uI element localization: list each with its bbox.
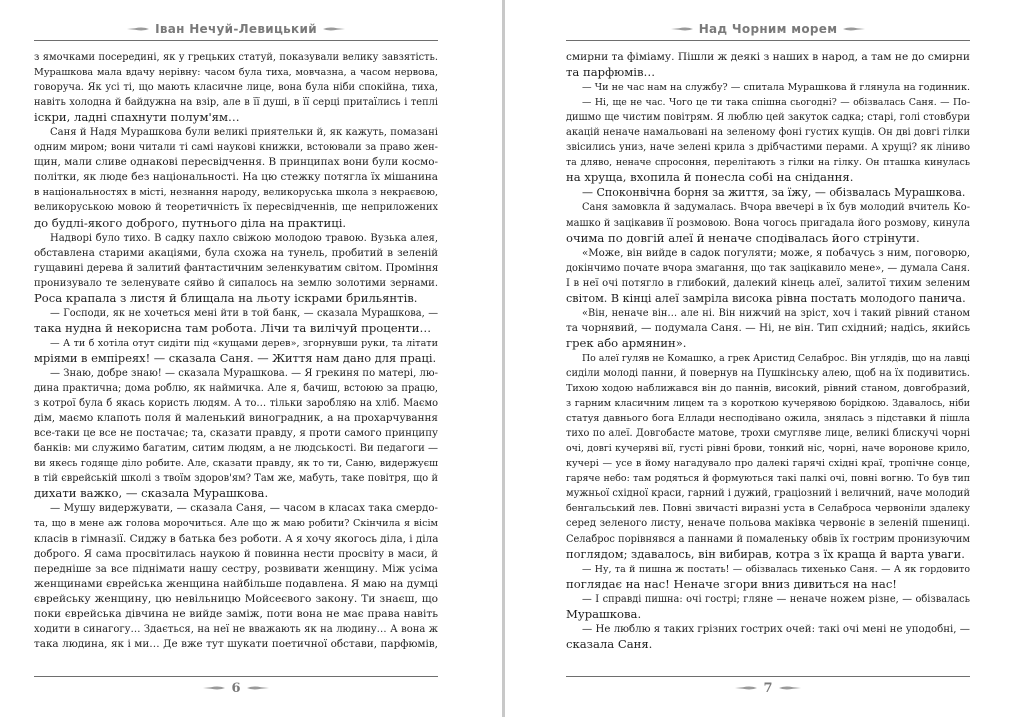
left-page <box>34 0 438 717</box>
text-line: обставлена старими акаціями, була схожа на тунель, пробитий в зеленій <box>34 247 438 259</box>
text-line: По алеї гуляв не Комашко, а грек Аристид Селаброс. Він углядів, що на лавці <box>582 352 970 364</box>
text-line: дишмо ще чистим повітрям. Я люблю цей закуток садка; старі, голі стовбури <box>566 112 970 124</box>
text-line: та дляво, неначе спросоння, перелітають з гілки на гілку. Он пташка кинулась <box>566 157 970 169</box>
text-line: Селаброс порівнявся а паннами й помаленьку обвів їх гострим пронизуючим <box>566 533 970 545</box>
footer-rule <box>566 676 970 677</box>
text-line: великоруською мовою й теоретичність їх пересвідченнів, ще неприложених <box>34 202 438 214</box>
text-line: сказала Саня. <box>566 636 653 651</box>
text-line: женщинами єврейська женщина найбільше подавлена. Я маю на думці <box>34 577 438 590</box>
page-number-right <box>566 680 970 698</box>
body-text <box>34 50 438 652</box>
text-line: навіть холодна й байдужна на взір, але в її душі, в її серці притаїлись і теплі <box>34 97 438 109</box>
text-line: щин, мали сливе однакові пересвідчення. В принципах вони були космо- <box>34 156 438 169</box>
text-line: ходити в синагогу… Здається, на неї не вважають як на людину… А вона ж <box>34 623 438 635</box>
header-rule <box>566 40 970 41</box>
text-line: статуя давнього бога Еллади несподівано ожила, знялась з підставки й пішла <box>566 413 970 425</box>
text-line: — А ти б хотіла отут сидіти під «кущами дерев», згорнувши руки, та літати <box>50 337 438 349</box>
text-line: світом. В кінці алеї замріла висока рівна постать молодого панича. <box>566 291 966 305</box>
text-line: машко й зацікавив її розмовою. Вона чогось пригадала його розмову, кинула <box>566 217 970 229</box>
text-line: гаряче небо: там родяться й формуються такі палкі очі, повні вогню. То був тип <box>566 473 970 485</box>
text-line: очима по довгій алеї й неначе сподівалась його стрінути. <box>566 230 920 245</box>
text-line: банків: ми служимо багатим, ситим людям, а не людськості. Ви педагоги — <box>34 443 438 455</box>
text-line: єврейську женщину, цю невільницю Мойсеєвого закону. Ти знаєш, що <box>34 592 438 605</box>
text-line: — І справді пишна: очі гострі; гляне — неначе ножем різне, — обізвалась <box>582 593 970 605</box>
text-line: Саня й Надя Мурашкова були великі приятельки й, як кажуть, помазані <box>50 127 438 139</box>
text-line: та чорнявий, — подумала Саня. — Ні, не він. Тип східний; надісь, якийсь <box>566 321 970 334</box>
text-line: така людина, як і ми… Де вже тут шукати поетичної обстави, парфюмів, <box>34 637 438 650</box>
text-line: тихо по алеї. Довгобасте матове, трохи смугляве лице, великі блискучі чорні <box>566 428 970 440</box>
text-line: гущавині дерева й залитий фантастичним зеленкуватим світом. Проміння <box>34 262 438 274</box>
text-line: говоруча. Як усі ті, що мають класичне лице, вона була ніби спокійна, тиха, <box>34 82 438 94</box>
text-line: дина практична; дома роблю, як наймичка. Але я, бачиш, встоюю за працю, <box>34 383 438 395</box>
feather-ornament-icon <box>735 685 757 691</box>
author-name: Іван Нечуй-Левицький <box>155 22 317 36</box>
page-number: 7 <box>763 681 773 696</box>
text-line: передніше за все піднімати нашу сестру, розвивати женщину. Між усіма <box>34 563 438 575</box>
feather-ornament-icon <box>779 685 801 691</box>
text-line: Саня замовкла й задумалась. Вчора ввечері в їх був молодий вчитель Ко- <box>582 202 970 214</box>
text-line: мріями в емпіреях! — сказала Саня. — Життя нам дано для праці. <box>34 350 437 365</box>
book-title: Над Чорним морем <box>698 22 838 36</box>
feather-ornament-icon <box>323 26 345 32</box>
text-line: така нудна й некорисна там робота. Лічи та вилічуй проценти… <box>34 320 432 335</box>
text-line: грек або армянин». <box>566 335 687 350</box>
header-rule <box>34 40 438 41</box>
text-line: в тій єврейській школі з твоїм здоров'ям? Там же, мабуть, таке повітря, що й <box>34 473 438 485</box>
text-line: Мурашкова. <box>566 606 642 621</box>
running-head-right <box>566 20 970 38</box>
text-line: на хруща, вхопила й понесла собі на снідання. <box>566 170 854 185</box>
text-line: сиділи молоді панни, й повернув на Пушкінську алею, щоб на їх подивитись. <box>566 367 970 379</box>
page-number-left <box>34 680 438 698</box>
text-line: — Споконвічна борня за життя, за їжу, — обізвалась Мурашкова. <box>582 186 966 200</box>
text-line: дихати важко, — сказала Мурашкова. <box>34 486 269 501</box>
text-line: — Знаю, добре знаю! — сказала Мурашкова. — Я грекиня по матері, лю- <box>50 367 438 379</box>
text-line: Тихою ходою наближався він до паннів, високий, рівний станом, довгобразий, <box>566 383 970 395</box>
text-line: Роса крапала з листя й блищала на льоту іскрами брильянтів. <box>34 290 418 305</box>
text-line: поглядом; здавалось, він вибирав, котра з їх краща й варта уваги. <box>566 546 965 561</box>
feather-ornament-icon <box>843 26 865 32</box>
text-line: до будлі-якого доброго, путнього діла на практиці. <box>34 215 347 230</box>
text-line: — Ні, ще не час. Чого це ти така спішна сьогодні? — обізвалась Саня. — По- <box>582 97 970 109</box>
text-line: дім, маємо клапоть поля й маленький виноградник, а на прохарчування <box>34 412 438 425</box>
feather-ornament-icon <box>247 685 269 691</box>
right-page <box>566 0 970 717</box>
text-line: мужньої східної краси, гарний і дужий, граціозний і величний, наче молодий <box>566 488 970 500</box>
text-line: одним миром; вони читали ті самі наукові книжки, встоювали за право жен- <box>34 142 438 154</box>
text-line: — Господи, як не хочеться мені йти в той банк, — сказала Мурашкова, — <box>50 307 438 319</box>
text-line: докінчимо почате вчора змагання, що так зацікавило мене», — думала Саня. <box>566 262 970 274</box>
text-line: поки єврейська дівчина не вийде заміж, поти вона не має права навіть <box>34 607 438 620</box>
text-line: акацій неначе намальовані на зеленому фоні густих кущів. Он дві довгі гілки <box>566 127 970 139</box>
text-line: з котрої була б якась користь людям. А то… тільки заробляю на хліб. Маємо <box>34 398 438 410</box>
text-line: звісились униз, наче зелені крила з дрібчастими перами. А хрущі? як ліниво <box>566 142 970 154</box>
text-line: — Не люблю я таких грізних гострих очей: такі очі мені не уподобні, — <box>582 623 970 635</box>
text-line: з гарним класичним лицем та з короткою кучерявою борідкою. Здавалось, ніби <box>566 398 970 410</box>
page-gutter <box>502 0 505 717</box>
text-line: «Він, неначе він… але ні. Він нижчий на зріст, хоч і такий рівний станом <box>582 307 970 319</box>
text-line: та парфюмів… <box>566 65 656 80</box>
text-line: — Мушу видержувати, — сказала Саня, — часом в класах така смердо- <box>50 503 438 515</box>
feather-ornament-icon <box>671 26 693 32</box>
text-line: очі, довгі кучеряві вії, густі рівні брови, тонкий ніс, чорні, наче воронове крило, <box>566 443 970 455</box>
page-number: 6 <box>231 681 241 696</box>
running-head-left <box>34 20 438 38</box>
text-line: І в неї очі потягло в глибокий, далекий кінець алеї, залитої тихим зеленим <box>566 277 970 289</box>
text-line: «Може, він вийде в садок погуляти; може, я побачусь з ним, поговорю, <box>582 247 970 259</box>
text-line: серед зеленого листу, неначе польова маківка червоніє в зеленій пшениці. <box>566 518 970 530</box>
text-line: Надворі було тихо. В садку пахло свіжою молодою травою. Вузька алея, <box>50 232 438 244</box>
feather-ornament-icon <box>127 26 149 32</box>
text-line: смирни та фіміаму. Пішли ж деякі з наших в народ, а там не до смирни <box>566 51 970 63</box>
text-line: іскри, ладні спахнути полум'ям… <box>34 110 240 125</box>
text-line: класів в гімназії. Сиджу в батька без роботи. А я хочу якогось діла, і діла <box>34 532 438 545</box>
text-line: доброго. Я сама просвітилась наукою й повинна нести просвіту в маси, й <box>34 548 438 560</box>
text-line: в національностях в місті, незнання народу, великоруська школа з некраєвою, <box>34 187 438 199</box>
text-line: бенгальський лев. Повні звичасті виразні уста в Селаброса червоніли здалеку <box>566 503 970 515</box>
text-line: політки, як люде без національності. На цю стежку потягла їх мішанина <box>34 171 438 184</box>
text-line: кучері — усе в йому нагадувало про далекі гарячі східні краї, тропічне сонце, <box>566 458 970 470</box>
text-line: ви якесь годяще діло робите. Але, сказати правду, як то ти, Саню, видержуєш <box>34 458 438 470</box>
text-line: — Ну, та й пишна ж постать! — обізвалась тихенько Саня. — А як гордовито <box>582 563 970 575</box>
body-text <box>566 50 970 652</box>
text-line: пронизувало те зеленувате сяйво й сипалось на землю золотими зернами. <box>34 277 438 289</box>
feather-ornament-icon <box>203 685 225 691</box>
text-line: — Чи не час нам на службу? — спитала Мурашкова й глянула на годинник. <box>582 82 970 94</box>
text-line: поглядає на нас! Неначе згори вниз дивиться на нас! <box>566 576 897 591</box>
footer-rule <box>34 676 438 677</box>
text-line: з ямочками посередині, як у грецьких статуй, показували велику завзятість. <box>34 52 438 63</box>
text-line: та, що в мене аж голова морочиться. Але що ж маю робити? Скінчила я вісім <box>34 518 438 530</box>
text-line: Мурашкова мала вдачу нерівну: часом була тиха, мовчазна, а часом нервова, <box>34 67 438 79</box>
text-line: все-таки це все не постачає; та, сказати правду, я проти самого принципу <box>34 428 438 440</box>
